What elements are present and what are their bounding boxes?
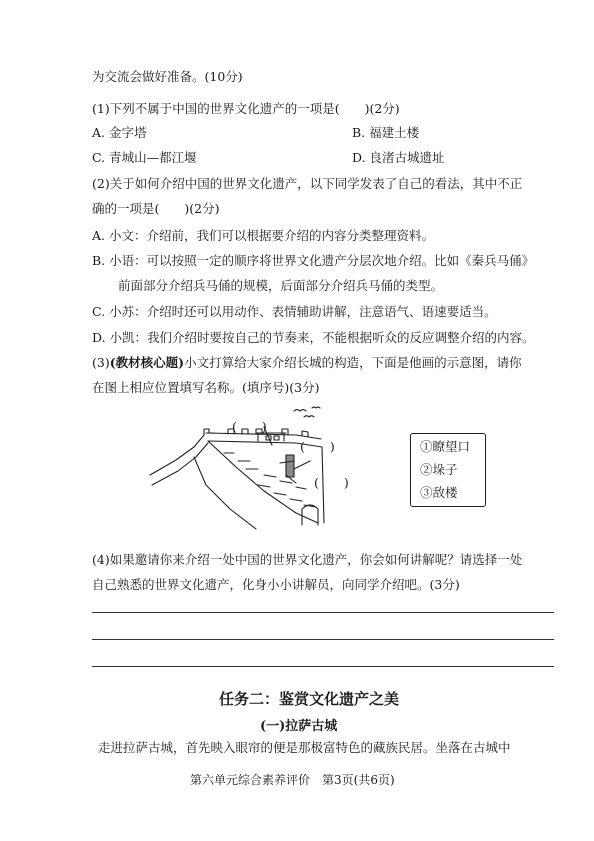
answer-line-2[interactable] [92,639,554,640]
q1-option-b[interactable]: B. 福建土楼 [352,125,420,140]
q2-option-b-line2: 前面部分介绍兵马俑的规模，后面部分介绍兵马俑的类型。 [118,278,444,293]
intro-line: 为交流会做好准备。(10分) [92,69,243,84]
answer-line-1[interactable] [92,612,554,613]
answer-line-3[interactable] [92,666,554,667]
q2-stem-line2: 确的一项是( )(2分) [92,201,220,216]
task2-title: 任务二：鉴赏文化遗产之美 [219,690,400,708]
q2-option-b-line1[interactable]: B. 小语：可以按照一定的顺序将世界文化遗产分层次地介绍。比如《秦兵马俑》 [92,253,535,268]
q3-stem-line1 [92,355,522,371]
q1-stem: (1)下列不属于中国的世界文化遗产的一项是( )(2分) [92,101,400,116]
q4-stem-line1: (4)如果邀请你来介绍一处中国的世界文化遗产，你会如何讲解呢？请选择一处 [92,552,523,567]
legend-item-watchtower: ③敌楼 [420,485,458,500]
q2-option-d[interactable]: D. 小凯：我们介绍时要按自己的节奏来，不能根据听众的反应调整介绍的内容。 [92,330,535,345]
task2-paragraph: 走进拉萨古城，首先映入眼帘的便是那极富特色的藏族民居。坐落在古城中 [98,740,511,755]
q2-option-c[interactable]: C. 小苏：介绍时还可以用动作、表情辅助讲解，注意语气、语速要适当。 [92,304,497,319]
q3-blank-3[interactable]: ( ) [314,475,349,490]
q3-legend-box [410,433,486,507]
q2-stem-line1: (2)关于如何介绍中国的世界文化遗产，以下同学发表了自己的看法，其中不正 [92,176,523,191]
q3-tag: (教材核心题) [109,355,185,370]
legend-item-merlon: ②垛子 [420,462,458,477]
legend-item-lookout: ①瞭望口 [420,439,471,454]
page-footer: 第六单元综合素养评价 第3页(共6页) [190,773,395,787]
q1-option-a[interactable]: A. 金字塔 [92,125,147,140]
q3-blank-2[interactable]: ( ) [300,439,335,454]
q3-stem-line2: 在图上相应位置填写名称。(填序号)(3分) [92,380,320,395]
q3-blank-1[interactable]: ( ) [232,419,267,434]
q2-option-a[interactable]: A. 小文：介绍前，我们可以根据要介绍的内容分类整理资料。 [92,228,434,243]
great-wall-illustration [146,405,386,533]
q4-stem-line2: 自己熟悉的世界文化遗产，化身小小讲解员，向同学介绍吧。(3分) [92,577,460,592]
q3-number: (3) [92,355,110,370]
task2-subtitle: (一)拉萨古城 [260,719,338,734]
q3-stem-rest: 小文打算给大家介绍长城的构造，下面是他画的示意图，请你 [184,355,522,370]
q1-option-d[interactable]: D. 良渚古城遗址 [352,150,445,165]
q1-option-c[interactable]: C. 青城山—都江堰 [92,150,197,165]
